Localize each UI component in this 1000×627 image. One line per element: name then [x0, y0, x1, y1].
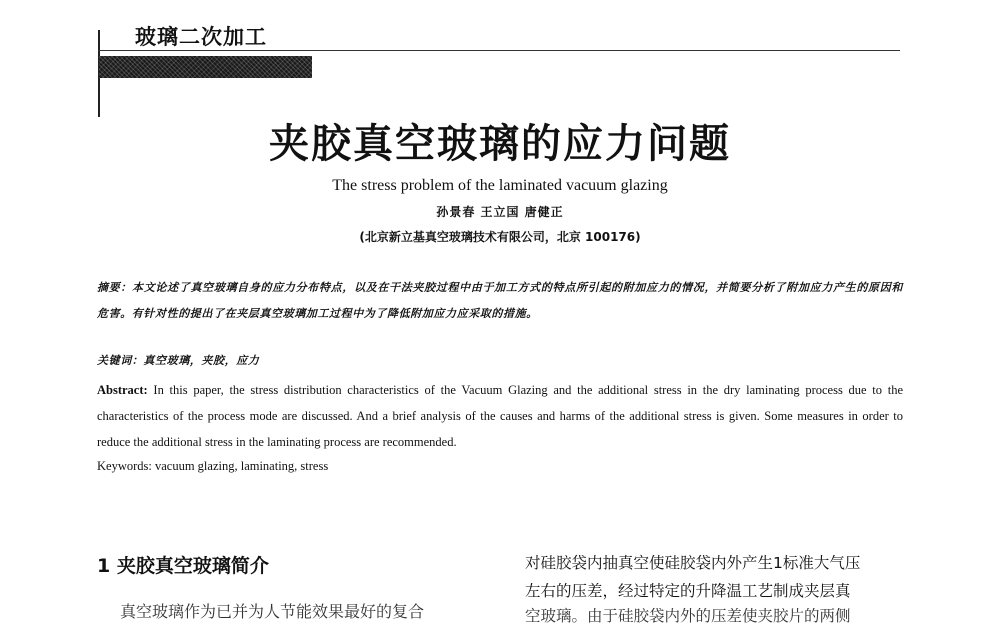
article-affiliation: (北京新立基真空玻璃技术有限公司，北京 100176) [359, 230, 641, 244]
keywords-chinese-text: 真空玻璃，夹胶，应力 [143, 354, 260, 367]
abstract-english [97, 377, 903, 455]
right-column-line: 对硅胶袋内抽真空使硅胶袋内外产生1标准大气压 [525, 554, 861, 572]
keywords-english-text: vacuum glazing, laminating, stress [154, 459, 329, 473]
right-column-line: 空玻璃。由于硅胶袋内外的压差使夹胶片的两侧 [525, 607, 851, 625]
right-column-text [525, 549, 905, 625]
abstract-chinese-label: 摘要： [97, 281, 133, 294]
article-authors: 孙景春 王立国 唐健正 [436, 205, 564, 219]
keywords-chinese-label: 关键词： [97, 354, 144, 367]
left-column-partial-line: 真空玻璃作为已并为人节能效果最好的复合 [120, 602, 425, 621]
abstract-chinese [97, 275, 903, 327]
abstract-chinese-text: 本文论述了真空玻璃自身的应力分布特点，以及在干法夹胶过程中由于加工方式的特点所引起的附加应力的情况，并简要分析了附加应力产生的原因和危害。有针对性的提出了在夹层真空玻璃加工过程中为了降低附加应力应采取的措施。 [97, 281, 903, 320]
article-title-english: The stress problem of the laminated vacuum glazing [332, 177, 668, 194]
header-decorative-bar [99, 56, 312, 78]
article-title: 夹胶真空玻璃的应力问题 [269, 121, 731, 167]
abstract-english-text: In this paper, the stress distribution characteristics of the Vacuum Glazing and the additional stress in the dry laminating process due to the characteristics of the process mode are discussed. And a brief analysis of the causes and harms of the additional stress is given. Some measures in order to reduce the additional stress in the laminating process are recommended. [97, 383, 904, 449]
section-label: 玻璃二次加工 [135, 25, 267, 49]
keywords-english-label: Keywords: [97, 459, 152, 473]
keywords-chinese [97, 352, 903, 368]
right-column-line: 左右的压差，经过特定的升降温工艺制成夹层真 [525, 582, 851, 600]
keywords-english [97, 459, 903, 474]
abstract-english-label: Abstract: [97, 383, 148, 397]
section-heading: 1 夹胶真空玻璃简介 [97, 555, 269, 577]
header-horizontal-rule [98, 50, 900, 51]
